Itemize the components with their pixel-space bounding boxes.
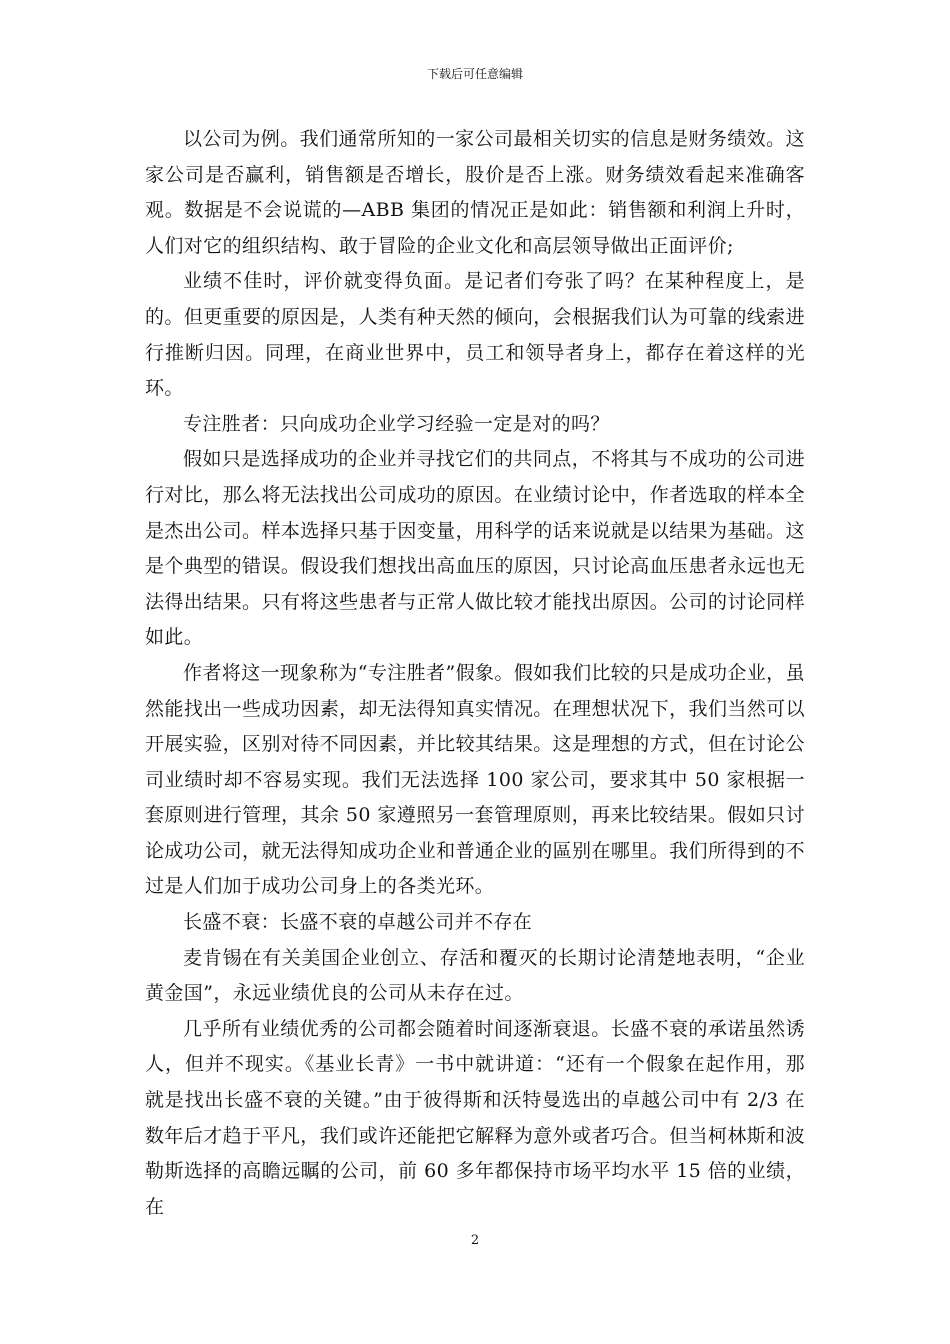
section-heading: 长盛不衰：长盛不衰的卓越公司并不存在 [183, 911, 533, 934]
section-heading: 专注胜者：只向成功企业学习经验一定是对的吗？ [183, 412, 610, 435]
document-body [145, 122, 805, 1225]
paragraph: 几乎所有业绩优秀的公司都会随着时间逐渐衰退。长盛不衰的承诺虽然诱人，但并不现实。《基业长青》一书中就讲道：“还有一个假象在起作用，那就是找出长盛不衰的关键。”由于彼得斯和沃特曼选出的卓越公司中有 2/3 在数年后才趋于平凡，我们或许还能把它解释为意外或者巧合。但当柯林斯和波勒斯选择的高瞻远瞩的公司，前 60 多年都保持市场平均水平 15 倍的业绩，在 [145, 1017, 805, 1218]
paragraph: 麦肯锡在有关美国企业创立、存活和覆灭的长期讨论清楚地表明，“企业黄金国”，永远业绩优良的公司从未存在过。 [145, 946, 805, 1005]
paragraph: 假如只是选择成功的企业并寻找它们的共同点，不将其与不成功的公司进行对比，那么将无法找出公司成功的原因。在业绩讨论中，作者选取的样本全是杰出公司。样本选择只基于因变量，用科学的话来说就是以结果为基础。这是个典型的错误。假设我们想找出高血压的原因，只讨论高血压患者永远也无法得出结果。只有将这些患者与正常人做比较才能找出原因。公司的讨论同样如此。 [145, 448, 805, 649]
page-number: 2 [470, 1233, 480, 1248]
paragraph: 作者将这一现象称为“专注胜者”假象。假如我们比较的只是成功企业，虽然能找出一些成功因素，却无法得知真实情况。在理想状况下，我们当然可以开展实验，区别对待不同因素，并比较其结果。这是理想的方式，但在讨论公司业绩时却不容易实现。我们无法选择 100 家公司，要求其中 50 家根据一套原则进行管理，其余 50 家遵照另一套管理原则，再来比较结果。假如只讨论成功公司，就无法得知成功企业和普通企业的區别在哪里。我们所得到的不过是人们加于成功公司身上的各类光环。 [145, 661, 805, 898]
paragraph: 以公司为例。我们通常所知的一家公司最相关切实的信息是财务绩效。这家公司是否赢利，销售额是否增长，股价是否上涨。财务绩效看起来准确客观。数据是不会说谎的—ABB 集团的情况正是如此：销售额和利润上升时，人们对它的组织结构、敢于冒险的企业文化和高层领导做出正面评价; [145, 128, 805, 257]
paragraph: 业绩不佳时，评价就变得负面。是记者们夸张了吗？在某种程度上，是的。但更重要的原因是，人类有种天然的倾向，会根据我们认为可靠的线索进行推断归因。同理，在商业世界中，员工和领导者身上，都存在着这样的光环。 [145, 270, 805, 400]
page-header: 下载后可任意编辑 [426, 67, 523, 81]
